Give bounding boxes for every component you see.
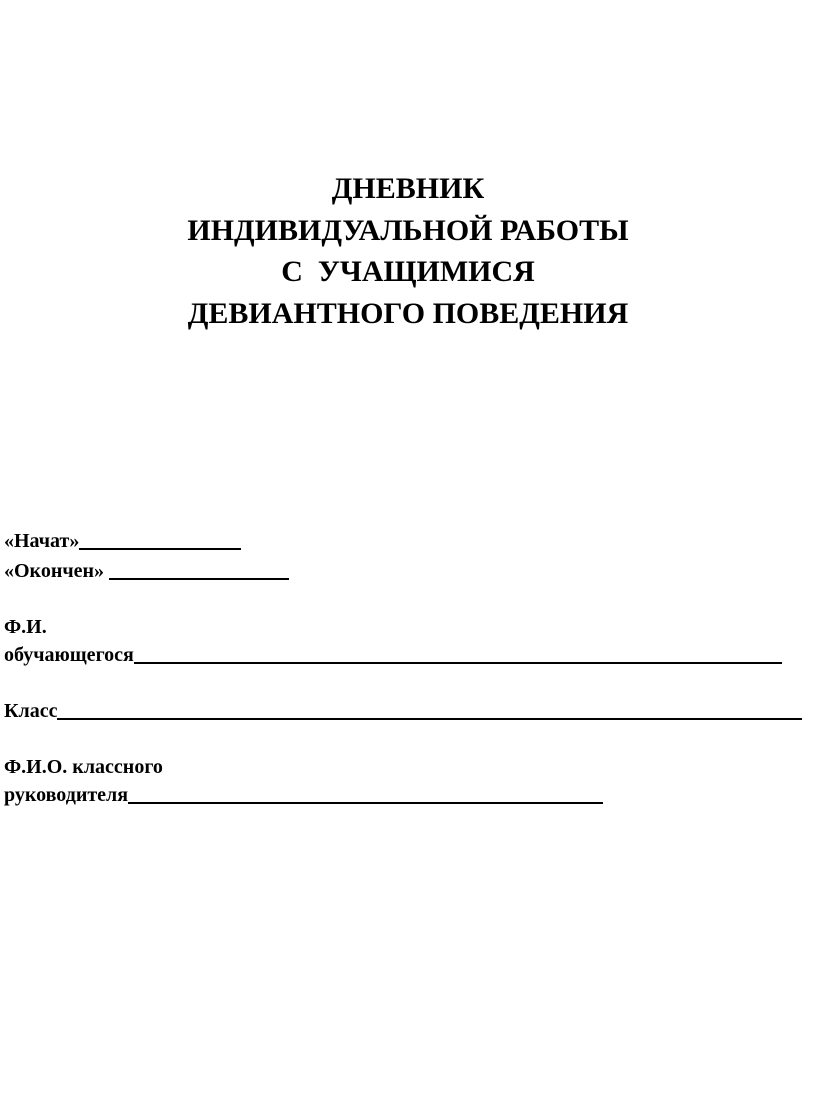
- started-label: «Начат»: [4, 530, 80, 552]
- teacher-name-label-row: [4, 754, 163, 780]
- finished-label: «Окончен»: [4, 560, 110, 582]
- student-name-row: [4, 642, 782, 668]
- teacher-name-blank-line[interactable]: [128, 782, 603, 804]
- started-row: [4, 528, 241, 554]
- title-line-4: ДЕВИАНТНОГО ПОВЕДЕНИЯ: [187, 296, 629, 330]
- title-line-2: ИНДИВИДУАЛЬНОЙ РАБОТЫ: [187, 213, 629, 247]
- student-name-label-line1: Ф.И.: [4, 616, 47, 638]
- class-row: [4, 698, 802, 724]
- teacher-name-row: [4, 782, 603, 808]
- document-title: [0, 168, 816, 334]
- finished-blank-line[interactable]: [109, 558, 289, 580]
- student-name-blank-line[interactable]: [134, 642, 782, 664]
- started-blank-line[interactable]: [79, 528, 241, 550]
- class-blank-line[interactable]: [57, 698, 802, 720]
- teacher-name-label-line2: руководителя: [4, 784, 129, 806]
- student-name-label-row: [4, 614, 47, 640]
- title-line-1: ДНЕВНИК: [331, 172, 485, 205]
- title-line-3: С УЧАЩИМИСЯ: [281, 255, 535, 288]
- student-name-label-line2: обучающегося: [4, 644, 134, 666]
- finished-row: [4, 558, 289, 584]
- teacher-name-label-line1: Ф.И.О. классного: [4, 756, 163, 778]
- class-label: Класс: [4, 700, 58, 722]
